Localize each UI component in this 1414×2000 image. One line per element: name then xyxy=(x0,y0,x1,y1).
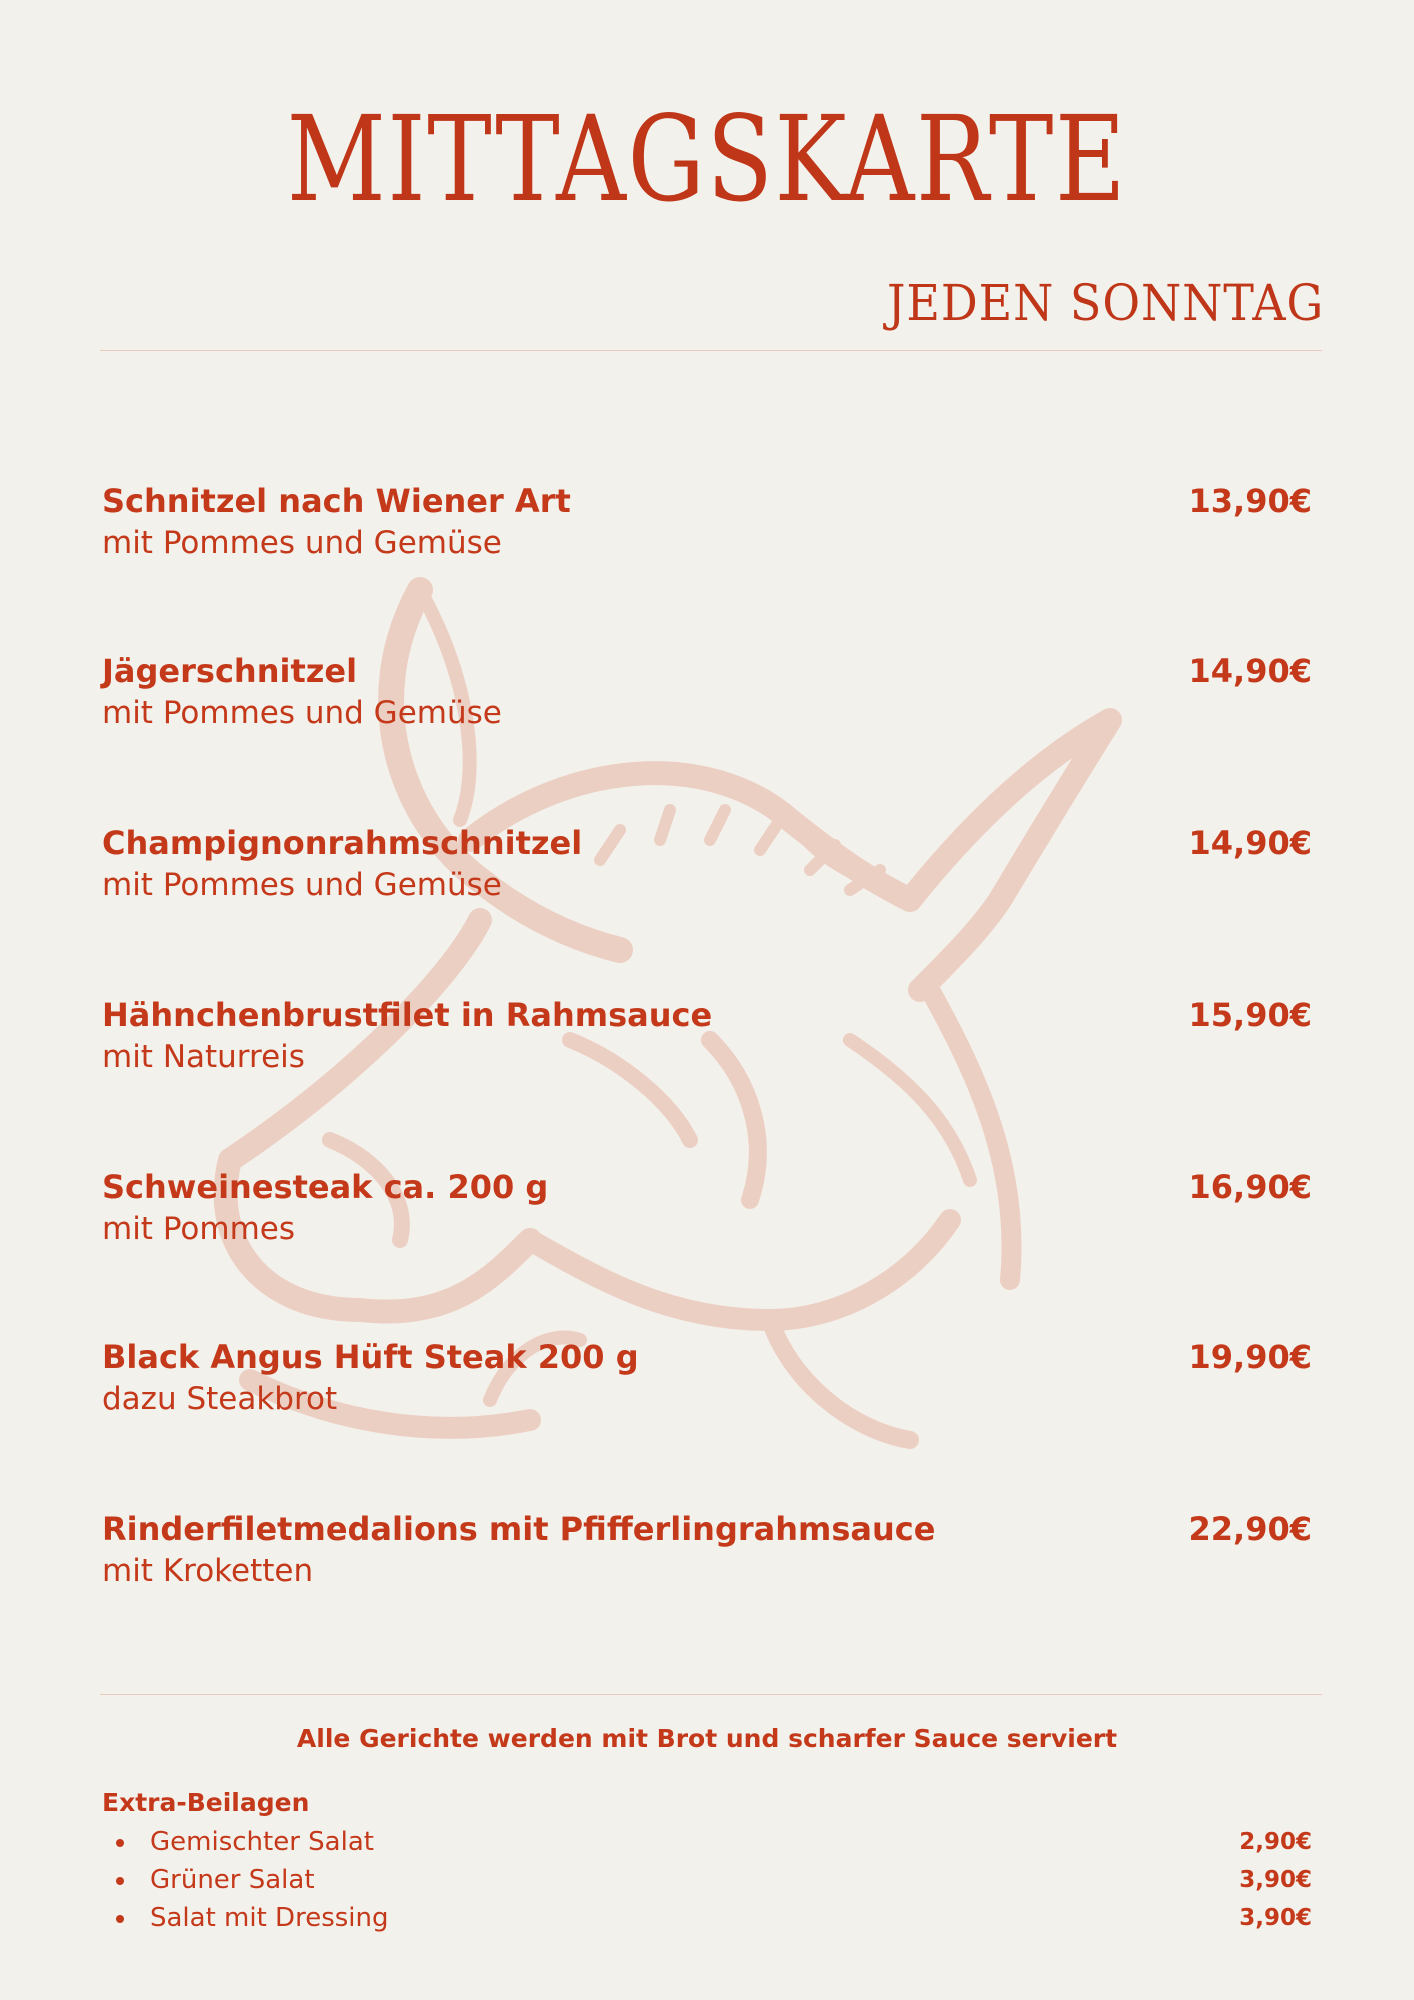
bullet-icon xyxy=(116,1839,124,1847)
serving-note: Alle Gerichte werden mit Brot und scharfer Sauce serviert xyxy=(296,1724,1118,1753)
menu-item-description: mit Pommes und Gemüse xyxy=(102,695,502,731)
menu-item xyxy=(102,822,1312,906)
menu-item-description: mit Naturreis xyxy=(102,1039,305,1075)
menu-item-price: 16,90€ xyxy=(1188,1168,1312,1206)
page-title: MITTAGSKARTE xyxy=(286,90,1128,228)
menu-item-description: dazu Steakbrot xyxy=(102,1381,338,1417)
extra-item-price: 2,90€ xyxy=(1239,1829,1312,1855)
menu-item-name: Schweinesteak ca. 200 g xyxy=(102,1168,549,1206)
menu-item-price: 14,90€ xyxy=(1188,652,1312,690)
menu-item xyxy=(102,1336,1312,1420)
extra-item-label: Gemischter Salat xyxy=(150,1827,374,1857)
extra-item-label: Salat mit Dressing xyxy=(150,1903,389,1933)
extra-item-price: 3,90€ xyxy=(1239,1867,1312,1893)
menu-item-name: Black Angus Hüft Steak 200 g xyxy=(102,1338,639,1376)
menu-item-price: 14,90€ xyxy=(1188,824,1312,862)
menu-item xyxy=(102,650,1312,734)
menu-item-name: Jägerschnitzel xyxy=(102,652,358,690)
header-divider xyxy=(100,350,1322,351)
menu-item-name: Rinderfiletmedalions mit Pfifferlingrahmsauce xyxy=(102,1510,936,1548)
menu-item-name: Hähnchenbrustfilet in Rahmsauce xyxy=(102,996,713,1034)
menu-item-name: Schnitzel nach Wiener Art xyxy=(102,482,571,520)
menu-item-description: mit Pommes xyxy=(102,1211,295,1247)
menu-item-price: 15,90€ xyxy=(1188,996,1312,1034)
menu-item-price: 13,90€ xyxy=(1188,482,1312,520)
menu-item xyxy=(102,1166,1312,1250)
menu-item xyxy=(102,480,1312,564)
menu-item-name: Champignonrahmschnitzel xyxy=(102,824,583,862)
footer-divider xyxy=(100,1694,1322,1695)
menu-item xyxy=(102,1508,1312,1592)
menu-item-description: mit Kroketten xyxy=(102,1553,314,1589)
menu-item-description: mit Pommes und Gemüse xyxy=(102,525,502,561)
extra-item-price: 3,90€ xyxy=(1239,1905,1312,1931)
menu-item-price: 19,90€ xyxy=(1188,1338,1312,1376)
bullet-icon xyxy=(116,1877,124,1885)
menu-item xyxy=(102,994,1312,1078)
extra-item-label: Grüner Salat xyxy=(150,1865,315,1895)
bullet-icon xyxy=(116,1915,124,1923)
menu-item-description: mit Pommes und Gemüse xyxy=(102,867,502,903)
menu-item-price: 22,90€ xyxy=(1188,1510,1312,1548)
page-subtitle: JEDEN SONNTAG xyxy=(886,274,1324,332)
extras-heading: Extra-Beilagen xyxy=(102,1788,310,1817)
